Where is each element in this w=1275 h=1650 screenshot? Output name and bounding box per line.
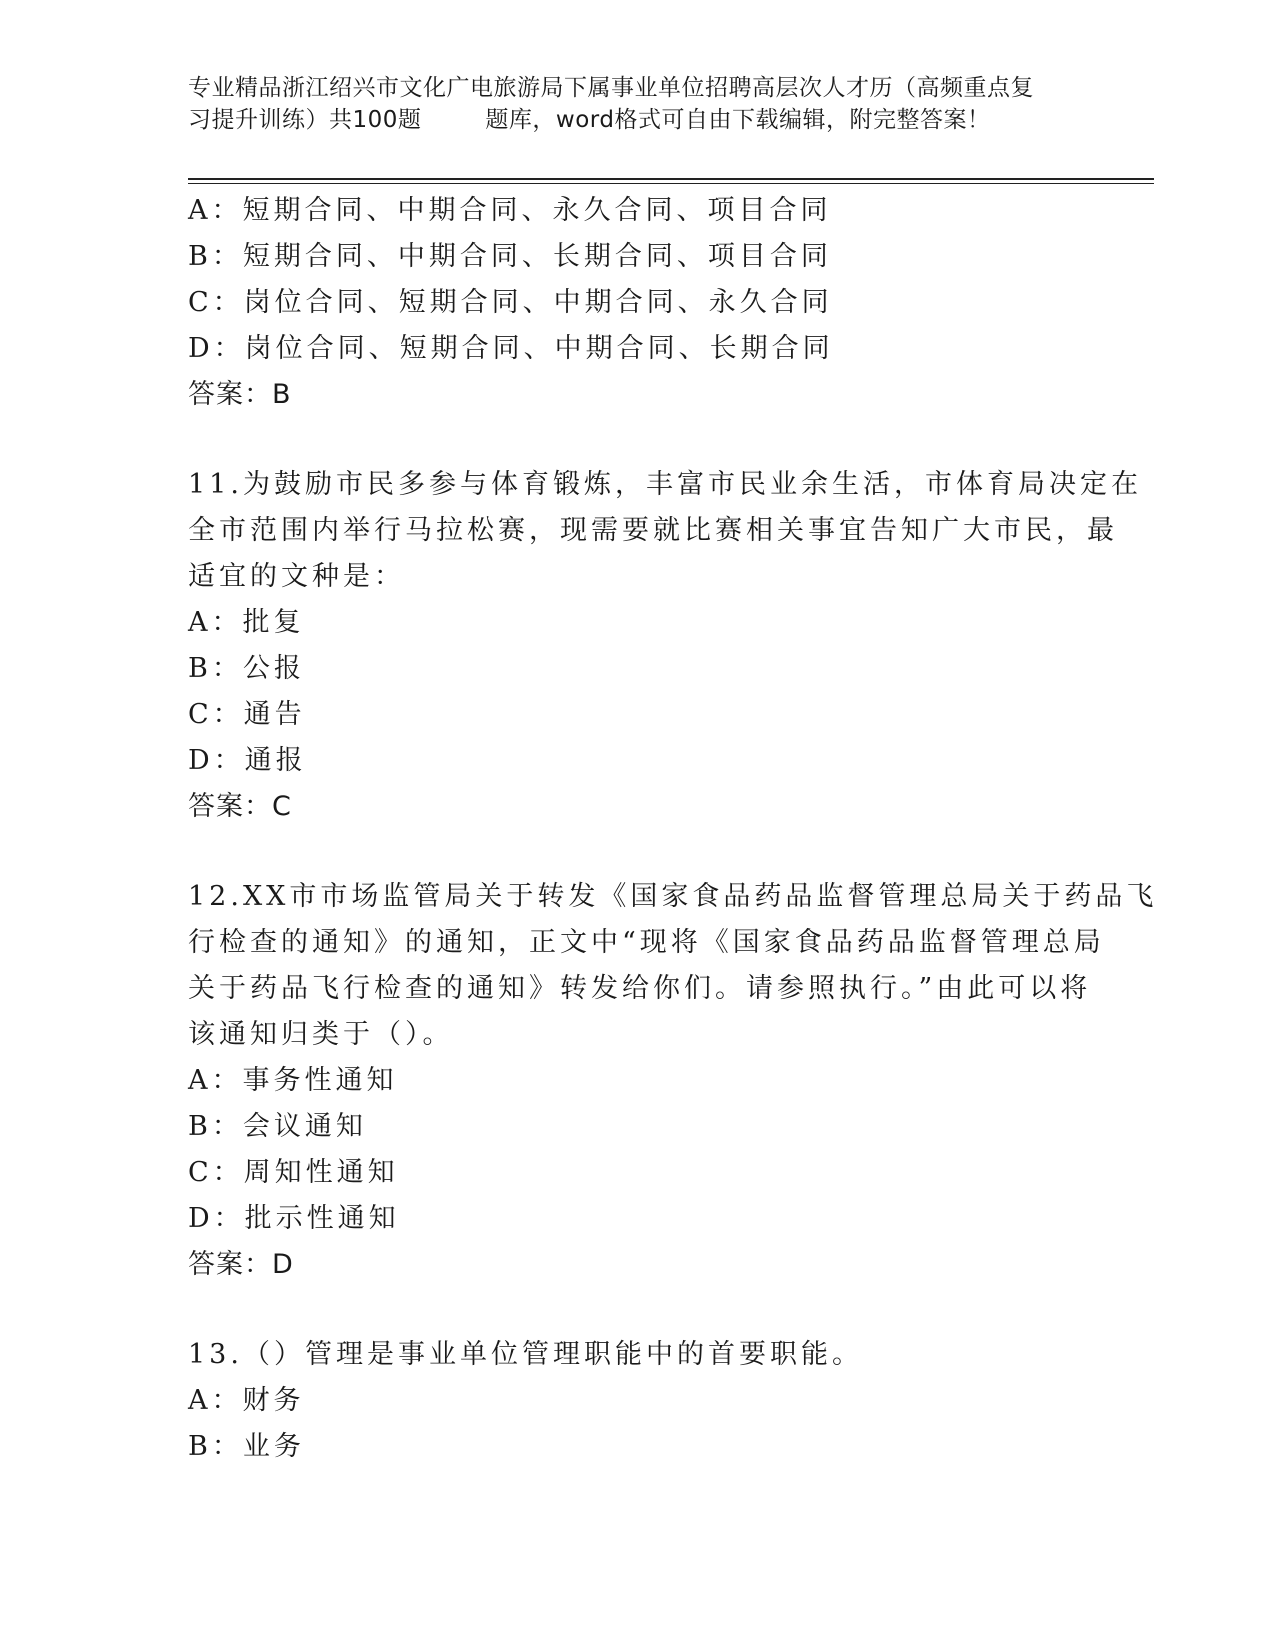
option-a: A：财务: [188, 1385, 305, 1416]
question-text-line: 行检查的通知》的通知，正文中“现将《国家食品药品监督管理总局: [188, 927, 1105, 958]
option-b: B：会议通知: [188, 1111, 367, 1142]
answer: 答案：C: [188, 791, 292, 822]
question-11: [188, 462, 1142, 830]
question-text-line: 11.为鼓励市民多参与体育锻炼，丰富市民业余生活，市体育局决定在: [188, 469, 1142, 500]
question-text-line: 全市范围内举行马拉松赛，现需要就比赛相关事宜告知广大市民，最: [188, 515, 1118, 546]
question-text-line: 12.XX市市场监管局关于转发《国家食品药品监督管理总局关于药品飞: [188, 881, 1158, 912]
question-list: [188, 188, 1158, 1470]
header-line-2: [188, 104, 1088, 136]
option-c: C：岗位合同、短期合同、中期合同、永久合同: [188, 287, 833, 318]
option-b: B：业务: [188, 1431, 305, 1462]
question-text-line: 13.（）管理是事业单位管理职能中的首要职能。: [188, 1339, 863, 1370]
option-d: D：通报: [188, 745, 307, 776]
document-header: [188, 72, 1088, 136]
question-text-line: 适宜的文种是：: [188, 561, 405, 592]
option-a: A：事务性通知: [188, 1065, 398, 1096]
question-text-line: 关于药品飞行检查的通知》转发给你们。请参照执行。”由此可以将: [188, 973, 1092, 1004]
header-rule-thick: [188, 178, 1154, 180]
option-d: D：岗位合同、短期合同、中期合同、长期合同: [188, 333, 834, 364]
question-text-line: 该通知归类于（）。: [188, 1019, 454, 1050]
answer: 答案：D: [188, 1249, 294, 1280]
option-c: C：周知性通知: [188, 1157, 399, 1188]
answer: 答案：B: [188, 379, 292, 410]
question-10: [188, 188, 1088, 418]
header-line-2-part-2: 题库，word格式可自由下载编辑，附完整答案！: [485, 107, 991, 133]
option-c: C：通告: [188, 699, 306, 730]
header-line-2-part-1: 习提升训练）共100题: [188, 107, 422, 133]
option-d: D：批示性通知: [188, 1203, 400, 1234]
question-12: [188, 874, 1158, 1288]
question-13: [188, 1332, 1088, 1470]
option-a: A：短期合同、中期合同、永久合同、项目合同: [188, 195, 832, 226]
option-b: B：公报: [188, 653, 305, 684]
option-a: A：批复: [188, 607, 305, 638]
option-b: B：短期合同、中期合同、长期合同、项目合同: [188, 241, 832, 272]
header-line-1: 专业精品浙江绍兴市文化广电旅游局下属事业单位招聘高层次人才历（高频重点复: [188, 75, 1034, 101]
header-rule-thin: [188, 183, 1154, 184]
